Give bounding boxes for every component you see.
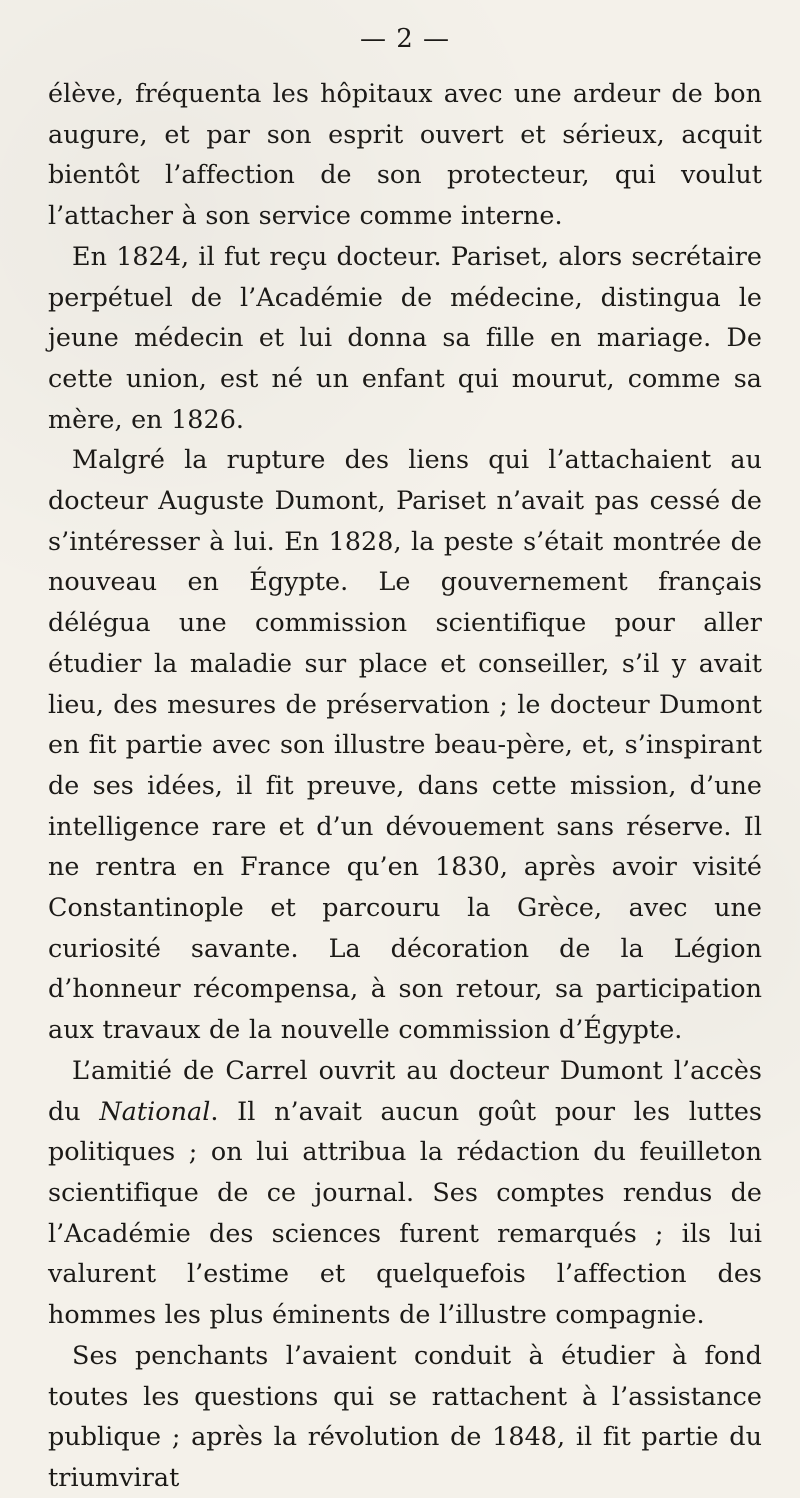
page-content	[48, 73, 762, 1498]
paragraph-4-after-italic: . Il n’avait aucun goût pour les luttes politiques ; on lui attribua la rédaction du feuilleton scientifique de ce journal. Ses comptes rendus de l’Académie des sciences furent remarqués ; ils lui valurent l’estime et quelquefois l’affection des hommes les plus éminents de l’illustre compagnie.	[48, 1095, 762, 1330]
page-number: — 2 —	[359, 24, 451, 54]
paragraph-4-before-italic: L’amitié de Carrel ouvrit au docteur Dumont l’accès du	[48, 1054, 762, 1126]
paragraph-1: élève, fréquenta les hôpitaux avec une ardeur de bon augure, et par son esprit ouvert et sérieux, acquit bientôt l’affection de son protecteur, qui voulut l’attacher à son service comme interne.	[48, 78, 762, 231]
newspaper-title: National	[99, 1095, 211, 1126]
paragraph-4	[48, 1050, 762, 1335]
paragraph-5: Ses penchants l’avaient conduit à étudier à fond toutes les questions qui se rattachent à l’assistance publique ; après la révolution de 1848, il fit partie du triumvirat	[48, 1339, 762, 1492]
paragraph-2: En 1824, il fut reçu docteur. Pariset, alors secrétaire perpétuel de l’Académie de médecine, distingua le jeune médecin et lui donna sa fille en mariage. De cette union, est né un enfant qui mourut, comme sa mère, en 1826.	[48, 240, 762, 434]
paragraph-3: Malgré la rupture des liens qui l’attachaient au docteur Auguste Dumont, Pariset n’avait pas cessé de s’intéresser à lui. En 1828, la peste s’était montrée de nouveau en Égypte. Le gouvernement français délégua une commission scientifique pour aller étudier la maladie sur place et conseiller, s’il y avait lieu, des mesures de préservation ; le docteur Dumont en fit partie avec son illustre beau-père, et, s’inspirant de ses idées, il fit preuve, dans cette mission, d’une intelligence rare et d’un dévouement sans réserve. Il ne rentra en France qu’en 1830, après avoir visité Constantinople et parcouru la Grèce, avec une curiosité savante. La décoration de la Légion d’honneur récompensa, à son retour, sa participation aux travaux de la nouvelle commission d’Égypte.	[48, 444, 762, 1045]
